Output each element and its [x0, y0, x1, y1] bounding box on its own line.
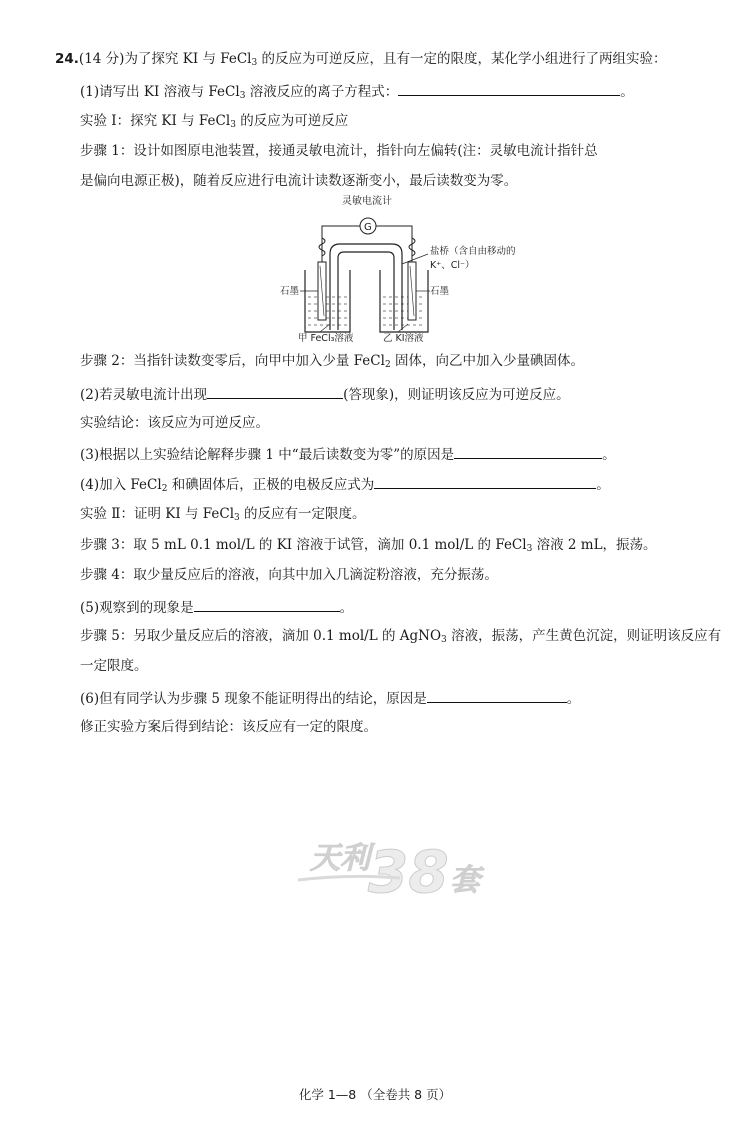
- galvanometer-symbol: G: [364, 222, 372, 233]
- answer-blank-3[interactable]: [454, 444, 602, 459]
- part-5: [80, 597, 353, 617]
- step-4: 步骤 4：取少量反应后的溶液，向其中加入几滴淀粉溶液，充分振荡。: [80, 567, 498, 583]
- right-solution-fill: [383, 297, 425, 325]
- conclusion-1: 实验结论：该反应为可逆反应。: [80, 415, 269, 431]
- experiment-2-title-cont: 的反应有一定限度。: [239, 506, 366, 522]
- part-4-text: (4)加入 FeCl: [80, 477, 162, 493]
- part-6-text: (6)但有同学认为步骤 5 现象不能证明得出的结论，原因是: [80, 691, 427, 707]
- step-5-text: 步骤 5：另取少量反应后的溶液，滴加 0.1 mol/L 的 AgNO: [80, 628, 442, 644]
- step-2-text-cont: 固体，向乙中加入少量碘固体。: [390, 353, 584, 369]
- subscript: 3: [441, 635, 447, 645]
- question-intro: 为了探究 KI 与 FeCl: [124, 51, 252, 67]
- beaker-right: [380, 270, 428, 332]
- publisher-watermark-logo: [290, 830, 500, 920]
- question-number: 24.: [55, 51, 79, 67]
- salt-bridge-label-1: 盐桥（含自由移动的: [430, 246, 516, 257]
- experiment-2-title-text: 实验 Ⅱ：证明 KI 与 FeCl: [80, 506, 235, 522]
- part-1: [80, 81, 634, 105]
- subscript: 2: [161, 484, 168, 494]
- part-6: [80, 688, 580, 708]
- part-1-text-cont: 溶液反应的离子方程式：: [245, 84, 399, 100]
- step-2: [80, 352, 584, 374]
- right-solution-label: 乙 KI溶液: [383, 333, 424, 342]
- subscript: 3: [230, 120, 236, 130]
- period: 。: [596, 477, 610, 493]
- step-3-text-cont: 溶液 2 mL，振荡。: [532, 537, 657, 553]
- answer-blank-1[interactable]: [398, 81, 620, 96]
- step-1-line-1: 步骤 1：设计如图原电池装置，接通灵敏电流计，指针向左偏转(注：灵敏电流计指针总: [80, 143, 598, 159]
- final-conclusion: 修正实验方案后得到结论：该反应有一定的限度。: [80, 719, 377, 735]
- step-5-text-cont: 溶液，振荡，产生黄色沉淀，则证明该反应有: [446, 628, 722, 644]
- experiment-2-title: [80, 505, 366, 527]
- step-5-line-1: [80, 627, 721, 649]
- question-header: [55, 50, 667, 72]
- part-3: [80, 444, 616, 464]
- part-1-text: (1)请写出 KI 溶液与 FeCl: [80, 84, 240, 100]
- step-1-line-2: 是偏向电源正极)，随着反应进行电流计读数逐渐变小，最后读数变为零。: [80, 173, 518, 189]
- salt-bridge-label-2: K⁺、Cl⁻）: [430, 260, 475, 271]
- part-4-text-cont: 和碘固体后，正极的电极反应式为: [167, 477, 375, 493]
- right-electrode-label: 石墨: [430, 286, 450, 297]
- left-solution-label: 甲 FeCl₃溶液: [298, 333, 354, 342]
- page-footer: 化学 1—8 （全卷共 8 页）: [298, 1087, 452, 1102]
- answer-blank-5[interactable]: [194, 597, 340, 612]
- part-5-text: (5)观察到的现象是: [80, 600, 194, 616]
- part-2: [80, 384, 570, 404]
- subscript: 2: [384, 360, 391, 370]
- period: 。: [602, 447, 616, 463]
- watermark-text-c: 套: [450, 863, 480, 898]
- subscript: 3: [251, 58, 258, 68]
- step-2-text: 步骤 2：当指针读数变零后，向甲中加入少量 FeCl: [80, 353, 385, 369]
- left-electrode-label: 石墨: [280, 286, 300, 297]
- period: 。: [620, 84, 634, 100]
- part-2-text: (2)若灵敏电流计出现: [80, 387, 208, 403]
- galvanometer-label: 灵敏电流计: [342, 196, 392, 207]
- experiment-1-title-text: 实验 Ⅰ：探究 KI 与 FeCl: [80, 113, 231, 129]
- subscript: 3: [239, 91, 246, 101]
- subscript: 3: [526, 544, 533, 554]
- part-3-text: (3)根据以上实验结论解释步骤 1 中“最后读数变为零”的原因是: [80, 447, 455, 463]
- part-4: [80, 474, 610, 498]
- galvanic-cell-diagram: [280, 192, 550, 342]
- left-solution-fill: [308, 297, 347, 325]
- question-score: (14 分): [78, 51, 125, 67]
- step-3: [80, 536, 657, 558]
- watermark-text-a: 天利: [310, 841, 370, 876]
- period: 。: [566, 691, 581, 707]
- answer-blank-6[interactable]: [427, 688, 567, 703]
- subscript: 3: [234, 513, 240, 523]
- experiment-1-title: [80, 112, 348, 134]
- step-3-text: 步骤 3：取 5 mL 0.1 mol/L 的 KI 溶液于试管，滴加 0.1 mol/L 的 FeCl: [80, 537, 527, 553]
- beaker-left: [305, 270, 350, 332]
- watermark-text-b: 38: [368, 838, 449, 906]
- period: 。: [339, 600, 354, 616]
- question-intro-cont: 的反应为可逆反应，且有一定的限度，某化学小组进行了两组实验：: [257, 51, 667, 67]
- answer-blank-2[interactable]: [207, 384, 343, 399]
- step-5-line-2: 一定限度。: [80, 658, 148, 674]
- salt-bridge-outer: [330, 244, 402, 330]
- experiment-1-title-cont: 的反应为可逆反应: [235, 113, 349, 129]
- part-2-text-cont: (答现象)，则证明该反应为可逆反应。: [343, 387, 570, 403]
- answer-blank-4[interactable]: [374, 474, 596, 489]
